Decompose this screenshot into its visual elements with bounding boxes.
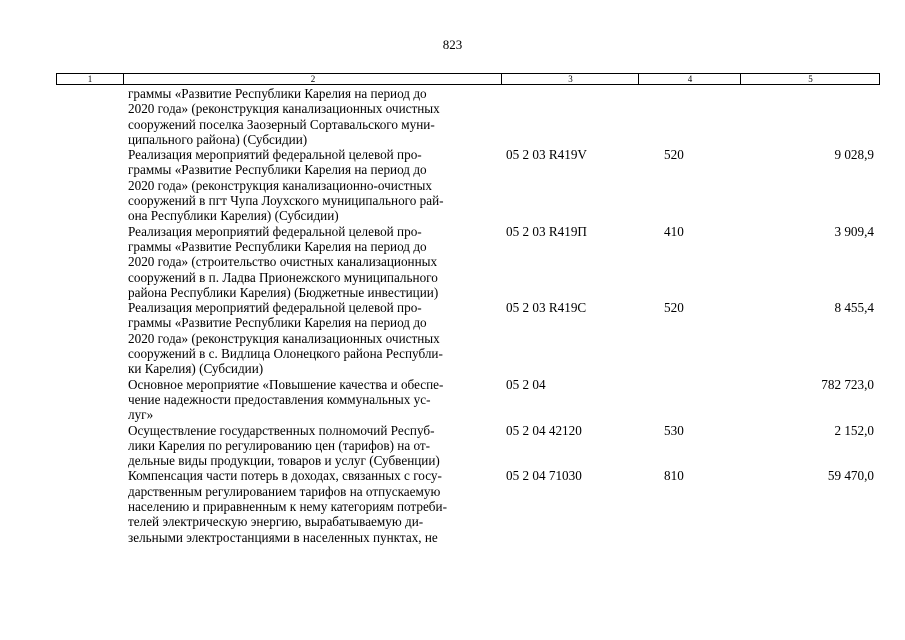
row-expense-type: 520	[664, 300, 684, 316]
description-line: граммы «Развитие Республики Карелия на период до	[128, 162, 427, 178]
description-line: зельными электростанциями в населенных пунктах, не	[128, 529, 438, 545]
description-line: ципального района) (Субсидии)	[128, 131, 308, 147]
description-line: 2020 года» (строительство очистных канализационных	[128, 254, 438, 270]
row-description	[128, 300, 498, 376]
row-amount: 782 723,0	[821, 376, 874, 392]
description-line: ки Карелия) (Субсидии)	[128, 361, 264, 377]
row-description	[128, 147, 498, 223]
description-line: 2020 года» (реконструкция канализационно-очистных	[128, 177, 432, 193]
description-line: телей электрическую энергию, вырабатываемую ди-	[128, 514, 424, 530]
description-line: Реализация мероприятий федеральной целевой про-	[128, 300, 422, 316]
row-code: 05 2 04 71030	[506, 468, 582, 484]
row-description	[128, 224, 498, 300]
table-body	[0, 86, 905, 545]
description-line: Компенсация части потерь в доходах, связанных с госу-	[128, 468, 442, 484]
row-expense-type: 520	[664, 147, 684, 163]
row-code: 05 2 03 R419С	[506, 300, 587, 316]
description-line: сооружений в с. Видлица Олонецкого района Республи-	[128, 346, 443, 362]
row-expense-type: 530	[664, 422, 684, 438]
description-line: сооружений в пгт Чупа Лоухского муниципального рай-	[128, 193, 444, 209]
row-amount: 59 470,0	[827, 468, 874, 484]
description-line: дарственным регулированием тарифов на отпускаемую	[128, 483, 441, 499]
description-line: сооружений в п. Ладва Прионежского муниципального	[128, 269, 438, 285]
description-line: Реализация мероприятий федеральной целевой про-	[128, 147, 422, 163]
row-expense-type: 810	[664, 468, 684, 484]
row-description	[128, 377, 498, 423]
row-code: 05 2 04	[506, 376, 546, 392]
table-row	[0, 300, 905, 376]
header-col-1: 1	[87, 74, 93, 84]
row-amount: 3 909,4	[834, 223, 874, 239]
description-line: она Республики Карелия) (Субсидии)	[128, 208, 339, 224]
row-code: 05 2 03 R419V	[506, 147, 587, 163]
description-line: граммы «Развитие Республики Карелия на период до	[128, 86, 427, 101]
row-description	[128, 468, 498, 544]
description-line: граммы «Развитие Республики Карелия на период до	[128, 315, 427, 331]
table-row	[0, 377, 905, 423]
page-number: 823	[442, 37, 463, 52]
row-description	[128, 86, 498, 147]
description-line: сооружений поселка Заозерный Сортавальского муни-	[128, 116, 435, 132]
row-code: 05 2 04 42120	[506, 422, 582, 438]
header-col-5: 5	[740, 74, 880, 84]
description-line: 2020 года» (реконструкция канализационных очистных	[128, 330, 440, 346]
table-header	[56, 73, 880, 85]
table-row	[0, 147, 905, 223]
header-col-3: 3	[501, 74, 639, 84]
description-line: района Республики Карелия) (Бюджетные инвестиции)	[128, 284, 439, 300]
table-row	[0, 468, 905, 544]
row-amount: 9 028,9	[834, 147, 874, 163]
description-line: Осуществление государственных полномочий Респуб-	[128, 422, 435, 438]
description-line: Реализация мероприятий федеральной целевой про-	[128, 223, 422, 239]
description-line: граммы «Развитие Республики Карелия на период до	[128, 238, 427, 254]
header-col-4: 4	[638, 74, 741, 84]
description-line: луг»	[128, 407, 154, 423]
header-col-2: 2	[123, 74, 502, 84]
row-code: 05 2 03 R419П	[506, 223, 587, 239]
description-line: Основное мероприятие «Повышение качества и обеспе-	[128, 376, 444, 392]
table-row	[0, 224, 905, 300]
table-row	[0, 423, 905, 469]
description-line: чение надежности предоставления коммунальных ус-	[128, 391, 431, 407]
description-line: лики Карелия по регулированию цен (тарифов) на от-	[128, 437, 431, 453]
row-amount: 2 152,0	[834, 422, 874, 438]
row-expense-type: 410	[664, 223, 684, 239]
row-amount: 8 455,4	[834, 300, 874, 316]
table-row	[0, 86, 905, 147]
row-description	[128, 423, 498, 469]
description-line: 2020 года» (реконструкция канализационных очистных	[128, 101, 440, 117]
description-line: дельные виды продукции, товаров и услуг (Субвенции)	[128, 453, 440, 469]
description-line: населению и приравненным к нему категориям потреби-	[128, 499, 447, 515]
